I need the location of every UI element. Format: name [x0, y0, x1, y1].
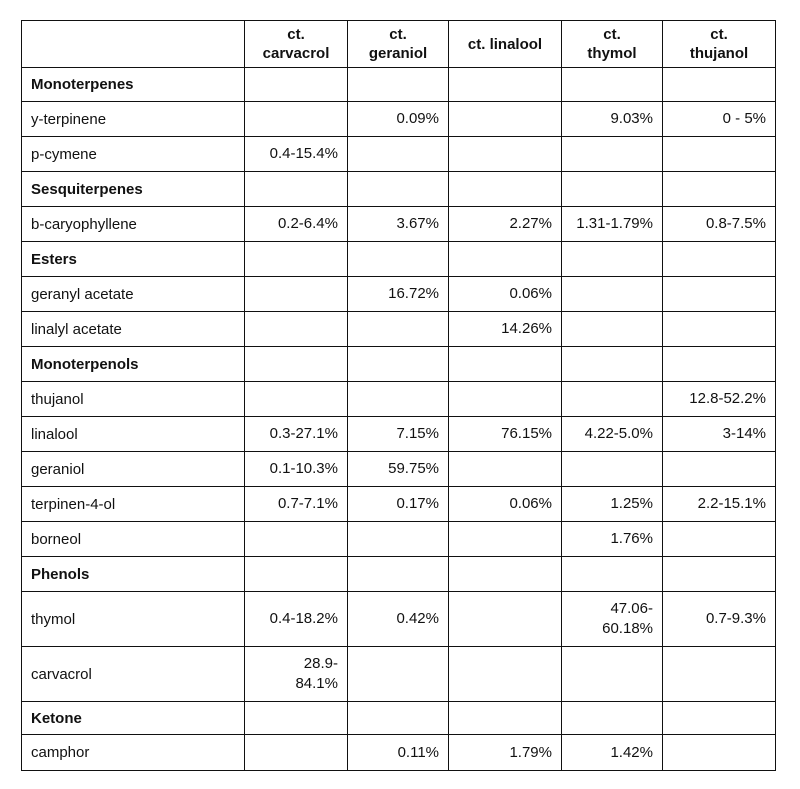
compound-label: thujanol: [22, 382, 245, 417]
value-cell: [348, 417, 449, 452]
value-cell: [663, 647, 776, 702]
table-row: [22, 417, 776, 452]
section-row: [22, 242, 776, 277]
table-row: [22, 312, 776, 347]
value-cell: [245, 347, 348, 382]
value-text: 3-14%: [722, 425, 766, 442]
header-row: [22, 21, 776, 68]
table-body: [22, 68, 776, 771]
column-header: ct. thujanol: [663, 21, 776, 68]
value-cell: [245, 172, 348, 207]
value-text: 0.42%: [396, 610, 439, 627]
value-text: 4.22-5.0%: [584, 425, 653, 442]
value-text: 2.27%: [509, 215, 552, 232]
value-cell: [245, 487, 348, 522]
value-cell: [663, 522, 776, 557]
table-row: [22, 735, 776, 771]
value-text: 0.4-18.2%: [269, 610, 338, 627]
value-cell: [449, 592, 562, 647]
value-cell: [663, 137, 776, 172]
value-cell: [449, 347, 562, 382]
compound-label: p-cymene: [22, 137, 245, 172]
table-row: [22, 382, 776, 417]
value-text: 0.4-15.4%: [269, 145, 338, 162]
value-cell: [245, 592, 348, 647]
value-cell: [245, 312, 348, 347]
table-header: [22, 21, 776, 68]
value-cell: [449, 207, 562, 242]
value-cell: [245, 137, 348, 172]
value-cell: [449, 487, 562, 522]
section-row: [22, 172, 776, 207]
value-cell: [562, 417, 663, 452]
value-text: 0.7-7.1%: [277, 495, 338, 512]
value-cell: [663, 702, 776, 735]
value-text: 1.42%: [610, 743, 653, 761]
value-cell: [348, 735, 449, 771]
value-text: 1.76%: [610, 530, 653, 547]
value-text: 28.9- 84.1%: [295, 655, 338, 692]
compound-label: b-caryophyllene: [22, 207, 245, 242]
compound-label: y-terpinene: [22, 102, 245, 137]
value-text: 1.79%: [509, 743, 552, 761]
value-cell: [562, 277, 663, 312]
compound-label: geraniol: [22, 452, 245, 487]
table-row: [22, 592, 776, 647]
value-cell: [245, 735, 348, 771]
value-cell: [348, 312, 449, 347]
value-cell: [245, 557, 348, 592]
value-cell: [562, 347, 663, 382]
value-cell: [348, 207, 449, 242]
value-cell: [449, 557, 562, 592]
value-cell: [449, 102, 562, 137]
value-cell: [663, 312, 776, 347]
value-cell: [562, 207, 663, 242]
value-cell: [663, 172, 776, 207]
value-text: 0.17%: [396, 495, 439, 512]
value-text: 3.67%: [396, 215, 439, 232]
value-cell: [562, 242, 663, 277]
table-row: [22, 102, 776, 137]
value-cell: [663, 382, 776, 417]
section-row: [22, 68, 776, 102]
value-cell: [449, 312, 562, 347]
column-header: ct. thymol: [562, 21, 663, 68]
value-cell: [663, 557, 776, 592]
value-text: 0.11%: [397, 743, 439, 761]
value-cell: [663, 735, 776, 771]
table-row: [22, 207, 776, 242]
value-cell: [245, 207, 348, 242]
value-cell: [562, 522, 663, 557]
value-text: 7.15%: [396, 425, 439, 442]
value-text: 0.8-7.5%: [705, 215, 766, 232]
table-row: [22, 277, 776, 312]
value-cell: [245, 242, 348, 277]
value-cell: [449, 702, 562, 735]
value-cell: [449, 172, 562, 207]
table-row: [22, 487, 776, 522]
value-cell: [449, 417, 562, 452]
section-row: [22, 702, 776, 735]
value-cell: [348, 452, 449, 487]
value-text: 0.06%: [509, 285, 552, 302]
value-cell: [245, 382, 348, 417]
value-cell: [348, 702, 449, 735]
value-cell: [348, 68, 449, 102]
value-cell: [245, 417, 348, 452]
table-row: [22, 647, 776, 702]
value-cell: [245, 702, 348, 735]
value-cell: [663, 417, 776, 452]
value-text: 0.7-9.3%: [705, 610, 766, 627]
value-cell: [449, 68, 562, 102]
column-header: ct. linalool: [449, 21, 562, 68]
table-row: [22, 452, 776, 487]
value-text: 0.1-10.3%: [269, 460, 338, 477]
value-cell: [348, 172, 449, 207]
value-cell: [562, 382, 663, 417]
value-text: 14.26%: [501, 320, 552, 337]
value-cell: [663, 452, 776, 487]
column-header: ct. carvacrol: [245, 21, 348, 68]
compound-label: geranyl acetate: [22, 277, 245, 312]
value-text: 0 - 5%: [722, 110, 766, 127]
value-text: 1.31-1.79%: [576, 215, 653, 232]
value-cell: [449, 277, 562, 312]
value-text: 76.15%: [501, 425, 552, 442]
value-text: 12.8-52.2%: [689, 390, 766, 407]
value-text: 0.2-6.4%: [277, 215, 338, 232]
value-text: 47.06- 60.18%: [602, 600, 653, 637]
value-cell: [348, 242, 449, 277]
value-cell: [562, 68, 663, 102]
value-cell: [245, 522, 348, 557]
value-cell: [245, 452, 348, 487]
value-text: 59.75%: [388, 460, 439, 477]
value-cell: [562, 735, 663, 771]
value-cell: [663, 592, 776, 647]
section-row: [22, 347, 776, 382]
value-cell: [663, 68, 776, 102]
value-cell: [562, 312, 663, 347]
compound-label: borneol: [22, 522, 245, 557]
table-row: [22, 522, 776, 557]
value-cell: [449, 452, 562, 487]
value-text: 2.2-15.1%: [697, 495, 766, 512]
value-cell: [663, 487, 776, 522]
section-label: Ketone: [22, 702, 245, 735]
column-header: ct. geraniol: [348, 21, 449, 68]
value-cell: [348, 647, 449, 702]
value-cell: [449, 382, 562, 417]
value-cell: [562, 557, 663, 592]
value-cell: [348, 347, 449, 382]
value-cell: [562, 452, 663, 487]
section-label: Monoterpenols: [22, 347, 245, 382]
value-cell: [245, 68, 348, 102]
value-cell: [449, 242, 562, 277]
value-cell: [663, 102, 776, 137]
compound-label: thymol: [22, 592, 245, 647]
value-cell: [663, 347, 776, 382]
value-cell: [348, 592, 449, 647]
value-cell: [663, 242, 776, 277]
section-label: Sesquiterpenes: [22, 172, 245, 207]
value-cell: [562, 137, 663, 172]
section-row: [22, 557, 776, 592]
value-cell: [562, 172, 663, 207]
value-cell: [348, 557, 449, 592]
compound-label: linalyl acetate: [22, 312, 245, 347]
value-cell: [449, 735, 562, 771]
value-cell: [348, 102, 449, 137]
value-cell: [245, 277, 348, 312]
value-cell: [348, 277, 449, 312]
value-text: 0.09%: [396, 110, 439, 127]
value-cell: [562, 592, 663, 647]
value-cell: [562, 487, 663, 522]
section-label: Esters: [22, 242, 245, 277]
section-label: Monoterpenes: [22, 68, 245, 102]
value-cell: [663, 207, 776, 242]
value-text: 0.3-27.1%: [269, 425, 338, 442]
compound-label: linalool: [22, 417, 245, 452]
composition-table: [21, 20, 776, 771]
table-row: [22, 137, 776, 172]
compound-label: terpinen-4-ol: [22, 487, 245, 522]
value-cell: [562, 647, 663, 702]
section-label: Phenols: [22, 557, 245, 592]
value-cell: [348, 487, 449, 522]
value-cell: [449, 522, 562, 557]
value-cell: [562, 702, 663, 735]
value-cell: [348, 137, 449, 172]
compound-label: carvacrol: [22, 647, 245, 702]
value-text: 0.06%: [509, 495, 552, 512]
value-cell: [245, 647, 348, 702]
header-cell-blank: [22, 21, 245, 68]
value-text: 1.25%: [610, 495, 653, 512]
value-cell: [348, 522, 449, 557]
compound-label: camphor: [22, 735, 245, 771]
value-text: 16.72%: [388, 285, 439, 302]
value-cell: [449, 137, 562, 172]
value-cell: [245, 102, 348, 137]
value-cell: [562, 102, 663, 137]
value-cell: [663, 277, 776, 312]
value-cell: [449, 647, 562, 702]
value-text: 9.03%: [610, 110, 653, 127]
value-cell: [348, 382, 449, 417]
